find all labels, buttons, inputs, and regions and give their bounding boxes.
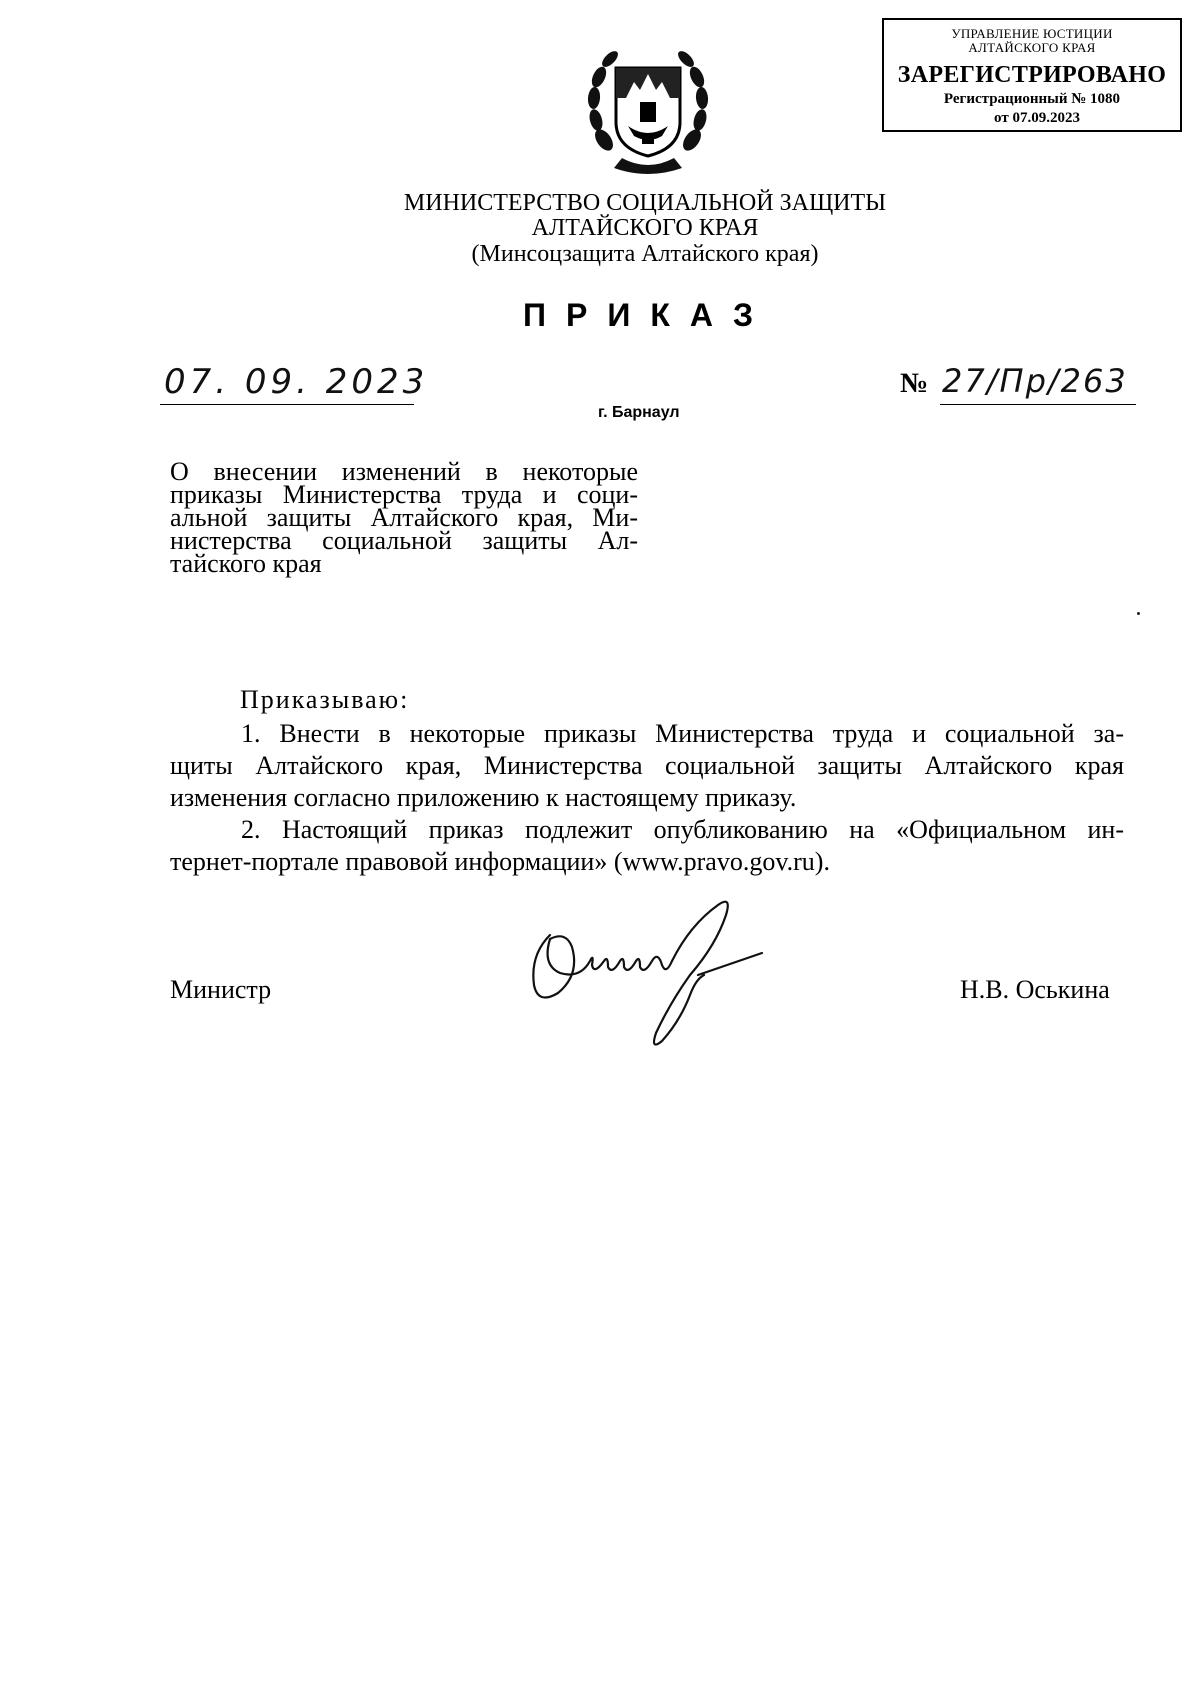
city: г. Барнаул (598, 404, 680, 421)
handwritten-signature (520, 895, 810, 1055)
stamp-authority-line1: УПРАВЛЕНИЕ ЮСТИЦИИ (951, 26, 1113, 41)
number-label: № (900, 368, 929, 399)
subject-line: тайского края (170, 549, 322, 578)
stamp-reg-date: от 07.09.2023 (994, 110, 1080, 126)
stamp-reg-number: Регистрационный № 1080 (943, 91, 1121, 107)
handwritten-number: 27/Пр/263 (942, 362, 1128, 400)
scan-speck (1137, 612, 1140, 615)
subject-line: нистерства социальной защиты Ал- (170, 526, 638, 555)
number-field (940, 362, 1136, 405)
body-line: изменения согласно приложению к настоящему приказу. (170, 783, 797, 812)
registration-stamp (882, 18, 1182, 132)
stamp-status: ЗАРЕГИСТРИРОВАНО (897, 62, 1167, 88)
handwritten-date: 07. 09. 2023 (164, 362, 429, 402)
document-type-title: ПРИКАЗ (522, 297, 774, 333)
body-line: щиты Алтайского края, Министерства социальной защиты Алтайского края (170, 751, 1124, 780)
subject-line: приказы Министерства труда и соци- (170, 480, 638, 509)
document-body (170, 718, 1124, 878)
body-line: 1. Внести в некоторые приказы Министерства труда и социальной за- (241, 719, 1124, 748)
signatory-position: Министр (170, 975, 272, 1004)
order-word: Приказываю: (240, 685, 410, 714)
body-line: тернет-портале правовой информации» (www.pravo.gov.ru). (170, 847, 830, 876)
subject-line: альной защиты Алтайского края, Ми- (170, 503, 638, 532)
org-name-line2: АЛТАЙСКОГО КРАЯ (531, 215, 759, 241)
signatory-name: Н.В. Оськина (960, 975, 1110, 1004)
body-line: 2. Настоящий приказ подлежит опубликованию на «Официальном ин- (241, 815, 1124, 844)
org-short-name: (Минсоцзащита Алтайского края) (471, 241, 819, 267)
date-field (160, 362, 429, 405)
document-subject (170, 457, 638, 578)
org-name-line1: МИНИСТЕРСТВО СОЦИАЛЬНОЙ ЗАЩИТЫ (403, 190, 887, 216)
coat-of-arms-icon (582, 40, 714, 175)
stamp-authority-line2: АЛТАЙСКОГО КРАЯ (968, 40, 1096, 55)
subject-line: О внесении изменений в некоторые (170, 457, 638, 486)
